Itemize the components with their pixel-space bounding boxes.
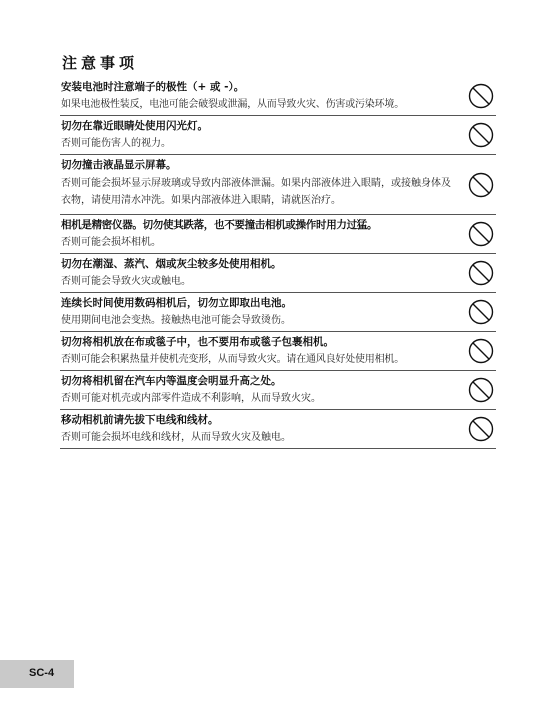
caution-item-body: 否则可能会导致火灾或触电。 [61,276,191,287]
caution-item-title: 切勿撞击液晶显示屏幕。 [61,159,177,171]
caution-item-title: 移动相机前请先拔下电线和线材。 [61,414,219,426]
caution-item [60,155,496,215]
page-number: SC-4 [29,667,55,679]
caution-item-body: 否则可能会损坏显示屏玻璃或导致内部液体泄漏。如果内部液体进入眼睛，或接触身体及衣物，请使用清水冲洗。如果内部液体进入眼睛，请就医治疗。 [61,178,451,206]
prohibition-icon [468,338,494,364]
caution-item-title: 连续长时间使用数码相机后，切勿立即取出电池。 [61,297,292,309]
caution-item-body: 否则可能会积累热量并使机壳变形，从而导致火灾。请在通风良好处使用相机。 [61,354,404,365]
caution-item [60,77,496,116]
caution-item [60,293,496,332]
prohibition-icon [468,416,494,442]
caution-list [60,77,496,449]
page-number-tab [0,660,74,688]
caution-item-title: 切勿将相机放在布或毯子中，也不要用布或毯子包裹相机。 [61,336,334,348]
caution-item-body: 否则可能伤害人的视力。 [61,138,171,149]
prohibition-icon [468,299,494,325]
caution-item [60,215,496,254]
prohibition-icon [468,377,494,403]
caution-item-body: 使用期间电池会变热。接触热电池可能会导致烫伤。 [61,315,291,326]
caution-item-title: 安装电池时注意端子的极性（+ 或 -）。 [61,81,245,93]
prohibition-icon [468,83,494,109]
caution-item [60,332,496,371]
caution-item-body: 否则可能对机壳或内部零件造成不利影响，从而导致火灾。 [61,393,321,404]
prohibition-icon [468,172,494,198]
caution-item-title: 切勿在靠近眼睛处使用闪光灯。 [61,120,208,132]
page-title: 注意事项 [62,54,139,72]
prohibition-icon [468,122,494,148]
prohibition-icon [468,260,494,286]
caution-item-title: 切勿将相机留在汽车内等温度会明显升高之处。 [61,375,282,387]
caution-item [60,410,496,449]
caution-item-title: 切勿在潮湿、蒸汽、烟或灰尘较多处使用相机。 [61,258,282,270]
caution-item [60,254,496,293]
caution-item-title: 相机是精密仪器。切勿使其跌落，也不要撞击相机或操作时用力过猛。 [61,219,378,231]
caution-item [60,116,496,155]
caution-item [60,371,496,410]
caution-item-body: 如果电池极性装反，电池可能会破裂或泄漏，从而导致火灾、伤害或污染环境。 [61,99,404,110]
caution-item-body: 否则可能会损坏电线和线材，从而导致火灾及触电。 [61,432,291,443]
caution-item-body: 否则可能会损坏相机。 [61,237,161,248]
prohibition-icon [468,221,494,247]
